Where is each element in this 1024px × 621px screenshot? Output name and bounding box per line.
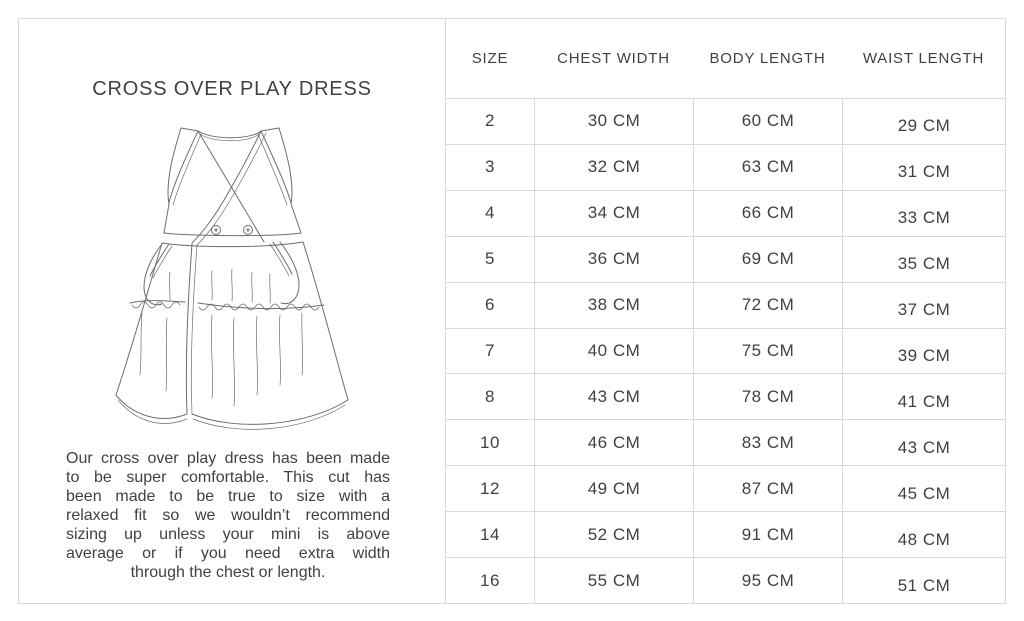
cell-body: 95 CM <box>693 557 842 603</box>
description-line: sizing up unless your mini is above <box>66 526 390 543</box>
cell-chest: 55 CM <box>534 557 693 603</box>
sheet-frame <box>18 18 1006 604</box>
description-line: through the chest or length. <box>130 564 326 581</box>
cell-body: 66 CM <box>693 190 842 236</box>
cell-size: 3 <box>446 144 534 190</box>
cell-size: 10 <box>446 419 534 465</box>
cell-size: 14 <box>446 511 534 557</box>
description-line: relaxed fit so we wouldn’t recommend <box>66 507 390 524</box>
cell-chest: 43 CM <box>534 373 693 419</box>
page-title: CROSS OVER PLAY DRESS <box>92 78 372 100</box>
dress-sketch-icon <box>112 123 352 433</box>
cell-waist: 51 CM <box>842 557 1005 603</box>
description-line: to be super comfortable. This cut has <box>66 469 390 486</box>
cell-chest: 40 CM <box>534 328 693 374</box>
dress-illustration <box>112 123 352 433</box>
cell-chest: 30 CM <box>534 98 693 144</box>
cell-chest: 52 CM <box>534 511 693 557</box>
cell-size: 16 <box>446 557 534 603</box>
cell-body: 87 CM <box>693 465 842 511</box>
cell-body: 83 CM <box>693 419 842 465</box>
description-line: been made to be true to size with a <box>66 488 390 505</box>
cell-waist: 45 CM <box>842 465 1005 511</box>
cell-waist: 48 CM <box>842 511 1005 557</box>
cell-waist: 39 CM <box>842 328 1005 374</box>
cell-size: 2 <box>446 98 534 144</box>
column-header-chest-width: CHEST WIDTH <box>557 50 670 67</box>
column-header-size: SIZE <box>471 50 509 67</box>
cell-chest: 49 CM <box>534 465 693 511</box>
cell-waist: 33 CM <box>842 190 1005 236</box>
cell-chest: 36 CM <box>534 236 693 282</box>
cell-size: 5 <box>446 236 534 282</box>
column-header-waist-length: WAIST LENGTH <box>862 50 985 67</box>
cell-size: 6 <box>446 282 534 328</box>
cell-size: 12 <box>446 465 534 511</box>
cell-chest: 46 CM <box>534 419 693 465</box>
product-description <box>66 449 390 582</box>
cell-waist: 31 CM <box>842 144 1005 190</box>
cell-waist: 37 CM <box>842 282 1005 328</box>
cell-waist: 35 CM <box>842 236 1005 282</box>
cell-waist: 41 CM <box>842 373 1005 419</box>
cell-waist: 43 CM <box>842 419 1005 465</box>
cell-chest: 34 CM <box>534 190 693 236</box>
cell-body: 63 CM <box>693 144 842 190</box>
cell-chest: 38 CM <box>534 282 693 328</box>
cell-waist: 29 CM <box>842 98 1005 144</box>
column-header-body-length: BODY LENGTH <box>709 50 826 67</box>
cell-size: 8 <box>446 373 534 419</box>
description-line: average or if you need extra width <box>66 545 390 562</box>
cell-size: 4 <box>446 190 534 236</box>
cell-body: 75 CM <box>693 328 842 374</box>
product-info-panel <box>19 19 446 603</box>
cell-body: 69 CM <box>693 236 842 282</box>
cell-body: 72 CM <box>693 282 842 328</box>
cell-body: 78 CM <box>693 373 842 419</box>
cell-body: 60 CM <box>693 98 842 144</box>
cell-size: 7 <box>446 328 534 374</box>
cell-body: 91 CM <box>693 511 842 557</box>
description-line: Our cross over play dress has been made <box>66 450 390 467</box>
cell-chest: 32 CM <box>534 144 693 190</box>
size-chart-table <box>446 19 1005 603</box>
